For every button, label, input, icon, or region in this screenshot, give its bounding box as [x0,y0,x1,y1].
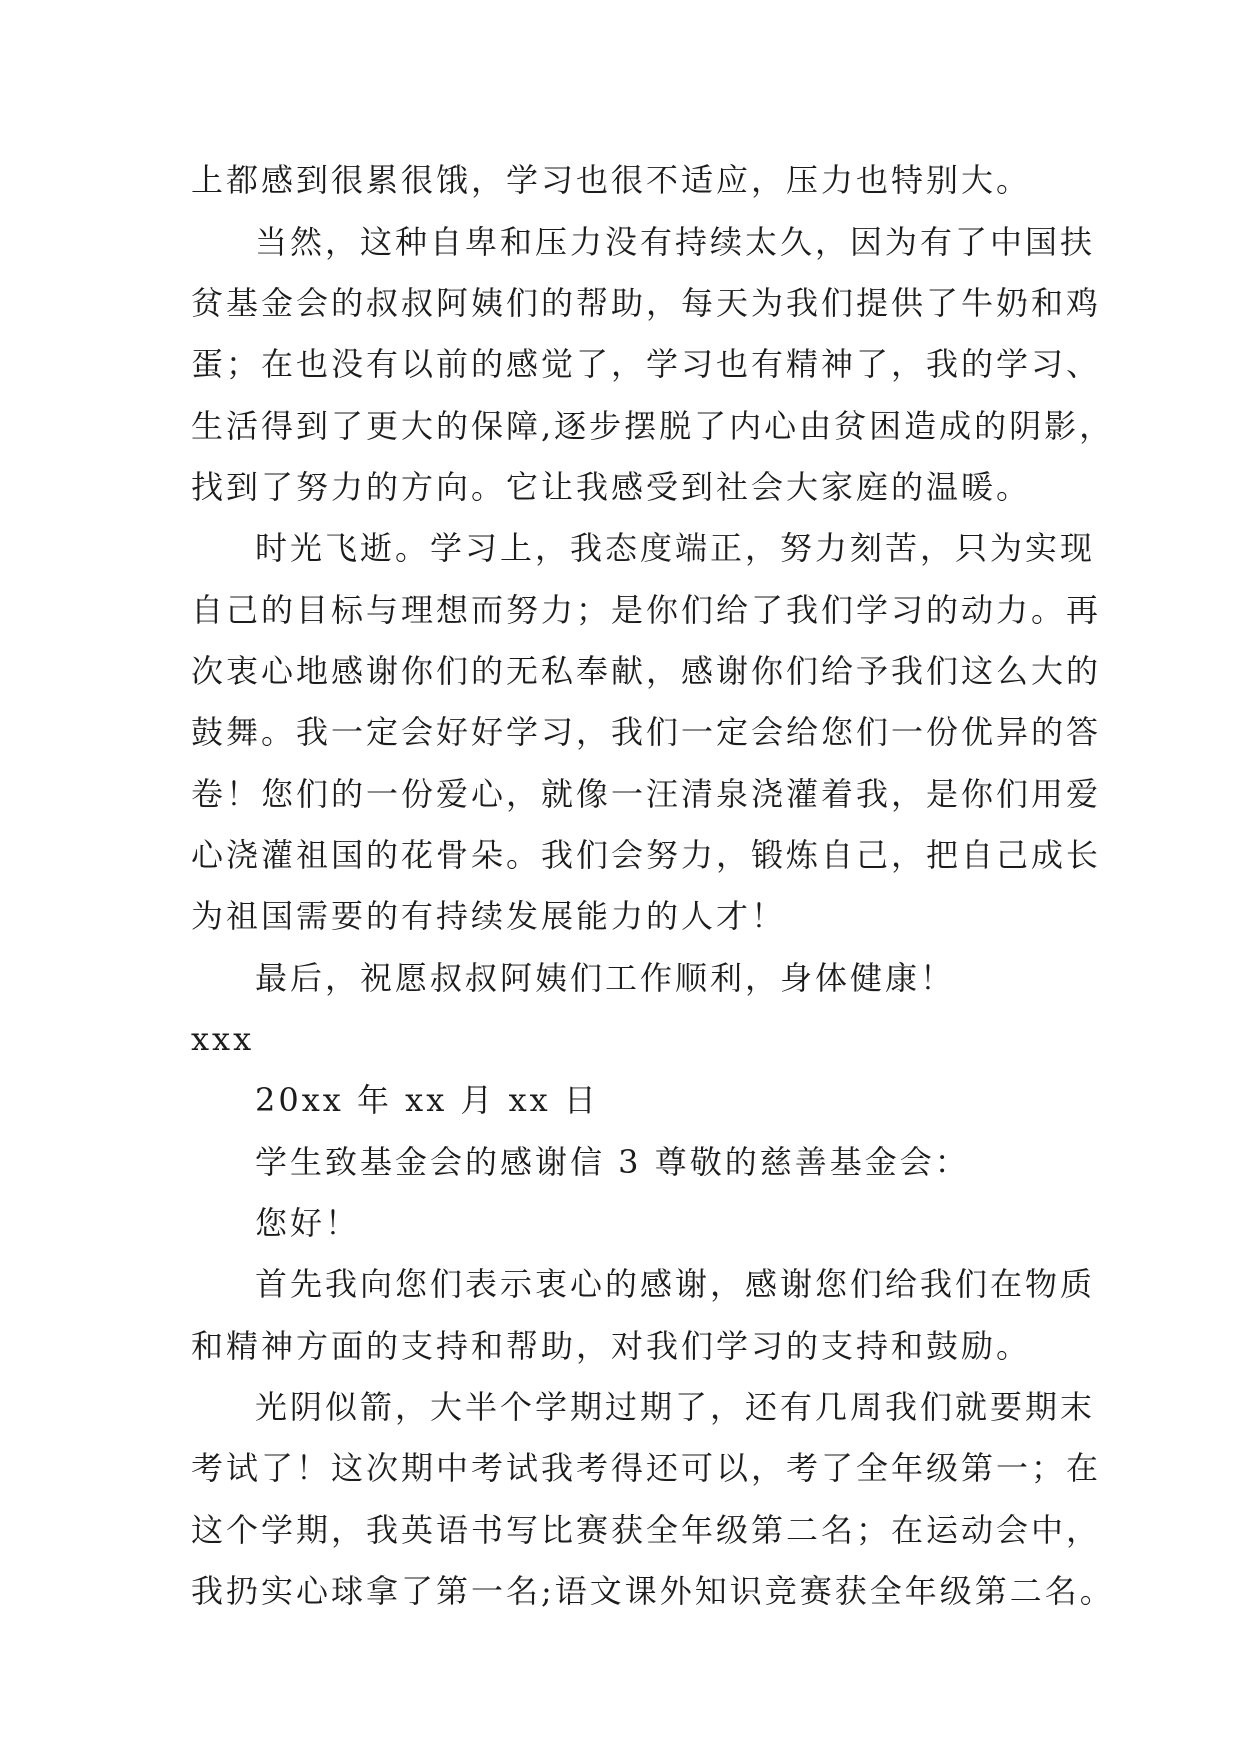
text-line: 上都感到很累很饿，学习也很不适应，压力也特别大。 [191,161,1032,199]
text-line: 蛋；在也没有以前的感觉了，学习也有精神了，我的学习、 [191,345,1102,383]
letter-title: 学生致基金会的感谢信 3 尊敬的慈善基金会： [255,1143,970,1181]
text-line: 贫基金会的叔叔阿姨们的帮助，每天为我们提供了牛奶和鸡 [191,284,1102,322]
text-line: 次衷心地感谢你们的无私奉献，感谢你们给予我们这么大的 [191,652,1102,690]
paragraph-first-line: 当然，这种自卑和压力没有持续太久，因为有了中国扶 [255,223,1096,261]
signature: xxx [191,1020,255,1058]
text-line: 我扔实心球拿了第一名;语文课外知识竞赛获全年级第二名。 [191,1572,1115,1610]
paragraph-first-line: 光阴似箭，大半个学期过期了，还有几周我们就要期末 [255,1388,1096,1426]
date-line: 20xx 年 xx 月 xx 日 [255,1081,599,1119]
text-line: 生活得到了更大的保障,逐步摆脱了内心由贫困造成的阴影， [191,407,1115,445]
paragraph-first-line: 时光飞逝。学习上，我态度端正，努力刻苦，只为实现 [255,529,1096,567]
text-line: 为祖国需要的有持续发展能力的人才！ [191,897,787,935]
greeting: 您好！ [255,1204,361,1242]
closing-wish: 最后，祝愿叔叔阿姨们工作顺利，身体健康！ [255,959,956,997]
text-line: 和精神方面的支持和帮助，对我们学习的支持和鼓励。 [191,1327,1032,1365]
paragraph-first-line: 首先我向您们表示衷心的感谢，感谢您们给我们在物质 [255,1265,1096,1303]
text-line: 自己的目标与理想而努力；是你们给了我们学习的动力。再 [191,591,1102,629]
text-line: 心浇灌祖国的花骨朵。我们会努力，锻炼自己，把自己成长 [191,836,1102,874]
text-line: 卷！您们的一份爱心，就像一汪清泉浇灌着我，是你们用爱 [191,775,1102,813]
text-line: 找到了努力的方向。它让我感受到社会大家庭的温暖。 [191,468,1032,506]
text-line: 这个学期，我英语书写比赛获全年级第二名；在运动会中， [191,1511,1102,1549]
text-line: 考试了！这次期中考试我考得还可以，考了全年级第一；在 [191,1449,1102,1487]
text-line: 鼓舞。我一定会好好学习，我们一定会给您们一份优异的答 [191,713,1102,751]
